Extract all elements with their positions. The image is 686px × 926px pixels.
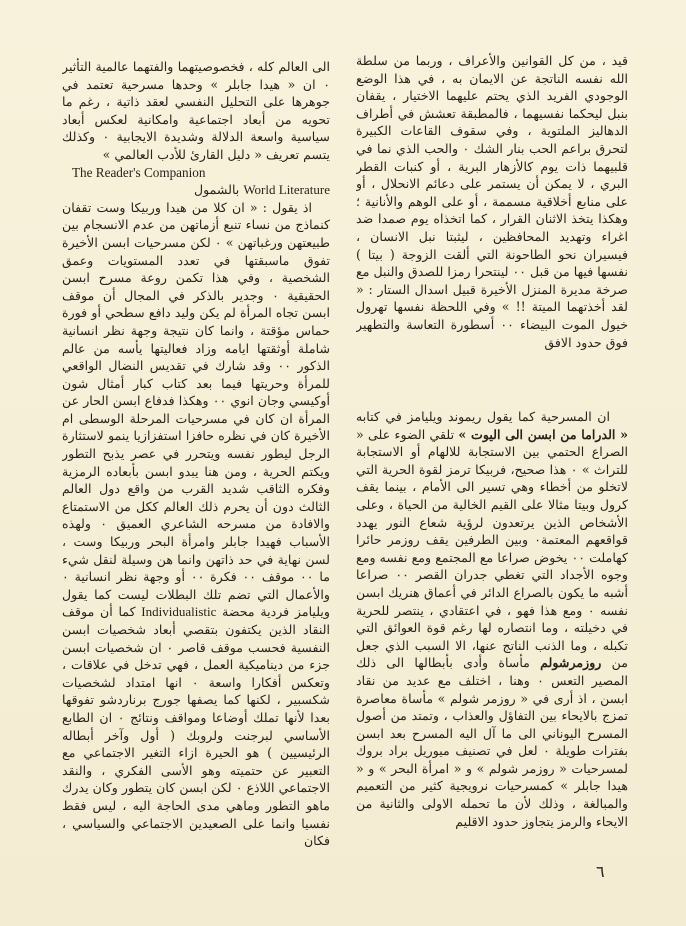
- individualistic-term: Individualistic: [141, 604, 217, 620]
- paragraph-tail: مأساة وأدى بأبطالها الى ذلك المصير التعس ٠ وهنا ، اختلف مع عديد من نقاد ابسن ، اذ أرى في « روزمر شولم » مأساة معاصرة تمزج بالايحاء بين التفاؤل والعذاب ، وتمتد من أصول المسرح اليوناني الى ما آل اليه المسرح بعد ابسن بفترات طويلة ٠ لعل في تصنيف ميوريل براد بروك لمسرحيات « روزمر شولم » و « امرأة البحر » و « هيدا جابلر » كمسرحيات نرويجية كثير من التعميم والمبالغة ، وذلك لأن ما تحمله الاولى والثانية من الايحاء والرمز يتجاوز حدود الاقليم: [356, 655, 628, 829]
- right-top-paragraph: قيد ، من كل القوانين والأعراف ، وربما من سلطة الله نفسه الناتجة عن الايمان به ، في هذا الوضع الوجودي الفريد الذي يحتم عليهما الاختيار ، يقفان بنبل ليحكما نفسيهما ، فالمطبقة تعشش في أطراف الدهاليز الملتوية ، وفي سقوف القاعات الكبيرة لتحرق براعم الحب بنار الشك ٠ والحب الذي نما في قلبيهما ذات يوم كالأزهار البرية ، أو كنبات القطر البري ، لا يمكن أن يستمر على دعائم الانحلال ، أو على منابع أخلاقية مسممة ، أو على الوهم والأنانية ؛ وهكذا يتخذ الاثنان القرار ، كما اتخذاه يوم صمدا ضد اغراء وتهديد المحافظين ، ليثبتا نبل الانسان ، فيسيران نحو الطاحونة التي ألقت الزوجة ( بيتا ) نفسها فيها من قبل ٠٠ لينتحرا رمزا للصدق والنبل مع صرخة مديرة المنزل الأخيرة قبيل اسدال الستار : « لقد أخذتهما الميتة !! » وفي اللحظة نفسها تهرول خيول الموت البيضاء ٠٠ أسطورة التعاسة والتطهير فوق حدود الافق: [356, 53, 628, 350]
- reference-suffix: بالشمول: [193, 182, 240, 198]
- left-paragraph-2: [62, 199, 330, 850]
- reference-title-en-2: World Literature: [243, 182, 330, 198]
- book-title: « الدراما من ابسن الى اليوت »: [458, 426, 628, 442]
- play-name: روزمرشولم: [540, 655, 602, 671]
- left-column: [62, 58, 330, 858]
- paragraph-start: ان المسرحية كما يقول ريموند ويليامز في كتابه: [356, 409, 610, 424]
- left-paragraph-2-text: اذ يقول : « ان كلا من هيدا وربيكا وست تقفان كنماذج من نساء تنبع أزماتهن من عدم الانسجام بين طبيعتهن ورغباتهن » ٠ لكن مسرحيات ابسن الأخيرة تفوق ماسبقتها في تعدد المستويات وعمق الشخصية ، وفي هذا تكمن روعة مسرح ابسن الحقيقية ٠ وجدير بالذكر في المجال أن موقف ابسن تجاه المرأة لم يكن وليد دافع سطحي أو فورة حماس مؤقتة ، وانما كان نتيجة وجهة نظر انسانية شاملة أوثقتها ايامه وزاد فعاليتها يأسه من عالم الذكور ٠٠ وقد شارك في تقديس النضال الواقعي للمرأة وحريتها فيما بعد كتاب كبار أمثال شون أوكيسي وجان انوي ٠٠ وهكذا فدفاع ابسن الحار عن المرأة ان كان في مسرحيات المرحلة الوسطى ام الأخيرة كان في نظره حافزا استفزازيا ينمو لاستثارة الرجل ليطور نفسه ويتحرر في عصر يذبح التطور ويكتم الحرية ، ومن هنا يبدو ابسن بأبعاده الرمزية وفكره الثاقب شديد القرب من واقع دول العالم الثالث دون أن يحرم ذلك العالم ككل من الاستمتاع والافادة من مسرحه الشاعري العميق ٠ ولهذه الأسباب فهيدا جابلر وامرأة البحر وربيكا وست ، لسن نهاية في حد ذاتهن وانما هن وسيلة لنقل شيء ما ٠٠ موقف ٠٠ فكرة ٠٠ أو وجهة نظر انسانية ٠ والأعمال التي تضم تلك البطلات ليست كما يقول ويليامز فردية محضة: [62, 199, 330, 620]
- right-bottom-paragraph: [356, 408, 628, 830]
- right-column-top: [356, 52, 628, 398]
- left-paragraph-3-text: كما أن موقف النقاد الذين يكتفون بتقصي أبعاد شخصيات ابسن النفسية فحسب موقف قاصر ٠ ان شخصيات ابسن جزء من ديناميكية العمل ، فهي تدخل في علاقات ، وتعكس أفكارا واسعة ٠ انها امتداد لشخصيات شكسبير ، لكنها كما يصفها جورج برناردشو تفوقها بعدا لأنها تملك أوضاعا ومواقف ونتائج ٠ ان الطابع الأساسي لبرجنت ولروبك ( أول وآخر أبطاله الرئيسيين ) هو الحيرة ازاء التغير الاجتماعي مع التعبير عن حتميته وهو الأسى الفكري ، والنقد الاجتماعي اللاذع ٠ لكن ابسن كان يتطور وكان يدرك ماهو التطور وماهي مدى الحاجة اليه ، ليس فقط نفسيا وانما على الصعيدين الاجتماعي والسياسي ، فكان: [62, 604, 330, 849]
- reference-title-en-1: The Reader's Companion: [72, 164, 206, 180]
- paragraph-end: تلقي الضوء على « الصراع الحتمي بين الاستجابة للالهام أو الاستجابة للتراث » ٠ هذا صحيح، فربيكا ترمز لقوة الحرية التي لاتخلو من أخطاء وهي تسير الى الأمام ، بينما يقف كرول وبيتا مثالا على القيم الخالية من الحياة ، وعلى الأشخاص الذين يرتعدون لرؤية شعاع النور يهدد قواقعهم المعتمة٠ وبين الطرفين يقف روزمر حائرا كهاملت ٠٠ يخوض صراعا مع المجتمع ومع نفسه ومع وجوه الأجداد التي تغطي جدران القصر ٠٠ صراعا أشبه ما يكون بالصراع الدائر في أعماق هنريك ابسن نفسه ٠ ومع هذا فهو ، في اعتقادي ، ينتصر للحرية في دخيلته ، وما انتصاره لها رغم قوة العوائق التي تكبله ، وما الذنب الناتج عنها، الا السبب الذي جعل من: [356, 426, 628, 671]
- left-paragraph-1: الى العالم كله ، فخصوصيتهما والفتهما عالمية التأثير ٠ ان « هيدا جابلر » وحدها مسرحية تعتمد في جوهرها على التحليل النفسي لعقد ذاتية ، رغم ما تحويه من أبعاد اجتماعية وامكانية لعكس أبعاد سياسية واسعة الدلالة وشديدة الايجابية ٠ وكذلك يتسم تعريف « دليل القارئ للأدب العالمي »: [62, 59, 330, 162]
- right-column-bottom: [356, 408, 628, 848]
- reference-line-2: [62, 181, 330, 199]
- page-number: ٦: [596, 862, 605, 881]
